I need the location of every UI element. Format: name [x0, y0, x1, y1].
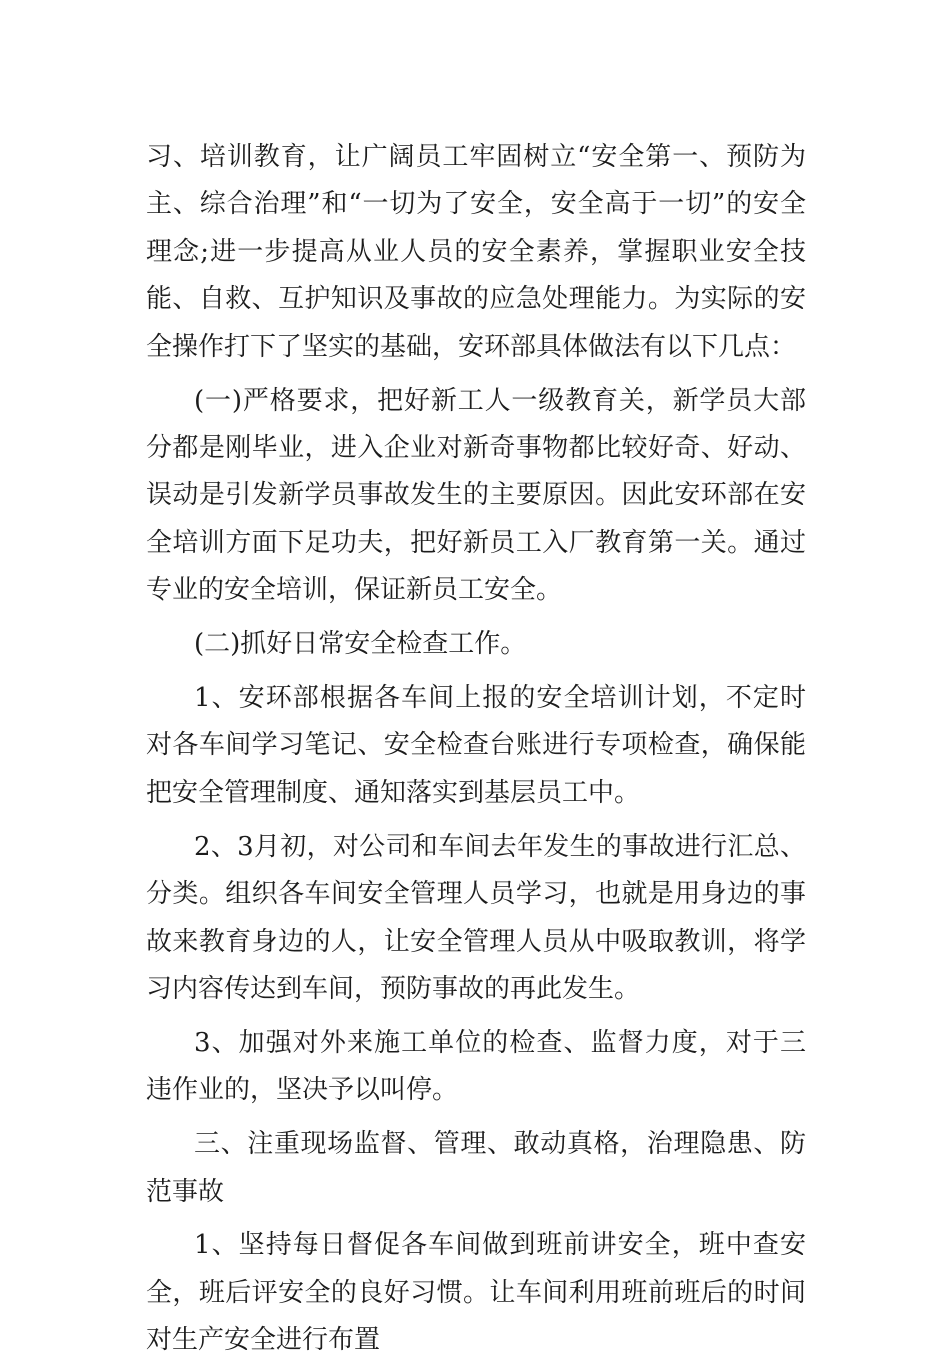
paragraph-item-1: (一)严格要求，把好新工人一级教育关，新学员大部分都是刚毕业，进入企业对新奇事物都比较好奇、好动、误动是引发新学员事故发生的主要原因。因此安环部在安全培训方面下足功夫，把好新员工入厂教育第一关。通过专业的安全培训，保证新员工安全。: [146, 385, 806, 606]
section-heading-3: 三、注重现场监督、管理、敢动真格，治理隐患、防范事故: [146, 1129, 806, 1207]
paragraph-subitem-1: 1、安环部根据各车间上报的安全培训计划，不定时对各车间学习笔记、安全检查台账进行专项检查，确保能把安全管理制度、通知落实到基层员工中。: [146, 682, 806, 808]
paragraph-section3-item-1: 1、坚持每日督促各车间做到班前讲安全，班中查安全，班后评安全的良好习惯。让车间利用班前班后的时间对生产安全进行布置: [146, 1230, 806, 1356]
paragraph-subitem-3: 3、加强对外来施工单位的检查、监督力度，对于三违作业的，坚决予以叫停。: [146, 1027, 806, 1106]
document-body: [146, 134, 806, 1371]
paragraph-intro: 习、培训教育，让广阔员工牢固树立“安全第一、预防为主、综合治理”和“一切为了安全，安全高于一切”的安全理念;进一步提高从业人员的安全素养，掌握职业安全技能、自救、互护知识及事故的应急处理能力。为实际的安全操作打下了坚实的基础，安环部具体做法有以下几点：: [146, 142, 806, 362]
paragraph-item-2: (二)抓好日常安全检查工作。: [194, 629, 527, 660]
paragraph-subitem-2: 2、3月初，对公司和车间去年发生的事故进行汇总、分类。组织各车间安全管理人员学习，也就是用身边的事故来教育身边的人，让安全管理人员从中吸取教训，将学习内容传达到车间，预防事故的再此发生。: [146, 831, 806, 1004]
